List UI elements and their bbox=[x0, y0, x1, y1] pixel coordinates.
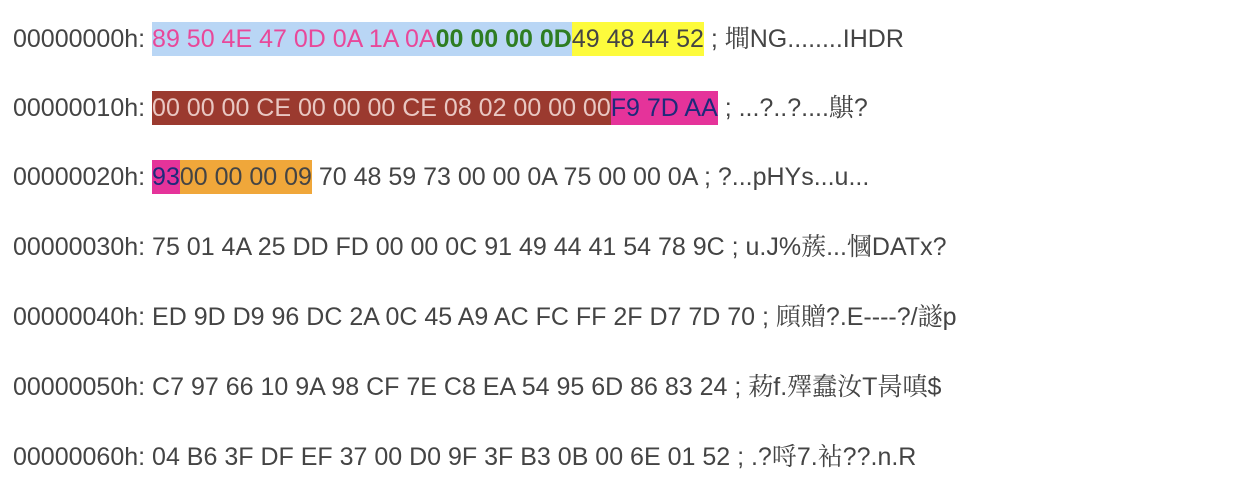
row-offset: 00000000h: bbox=[13, 25, 146, 53]
hex-row bbox=[13, 440, 916, 474]
hex-row bbox=[13, 230, 946, 264]
ihdr-crc-bytes-cont: 93 bbox=[152, 160, 180, 194]
ihdr-data-bytes: 00 00 00 CE 00 00 00 CE 08 02 00 00 00 bbox=[152, 91, 611, 125]
hex-row bbox=[13, 300, 957, 334]
hex-and-ascii: 75 01 4A 25 DD FD 00 00 0C 91 49 44 41 54 78 9C ; u.J%蔟...慖DATx? bbox=[152, 233, 947, 261]
hex-row bbox=[13, 22, 904, 56]
row-offset: 00000030h: bbox=[13, 233, 146, 261]
ihdr-length-bytes: 00 00 00 0D bbox=[436, 22, 572, 56]
hex-and-ascii: 04 B6 3F DF EF 37 00 D0 9F 3F B3 0B 00 6E 01 52 ; .?哷7.袩??.n.R bbox=[152, 443, 917, 471]
row-offset: 00000060h: bbox=[13, 443, 146, 471]
ihdr-crc-bytes: F9 7D AA bbox=[611, 91, 718, 125]
row-offset: 00000040h: bbox=[13, 303, 146, 331]
hex-and-ascii: ED 9D D9 96 DC 2A 0C 45 A9 AC FC FF 2F D7 7D 70 ; 頋贈?.E----?/譢p bbox=[152, 303, 957, 331]
ascii-column: ; 墹NG........IHDR bbox=[703, 25, 904, 53]
hex-row bbox=[13, 91, 868, 125]
row-offset: 00000020h: bbox=[13, 163, 146, 191]
row-offset: 00000050h: bbox=[13, 373, 146, 401]
hex-row bbox=[13, 370, 941, 404]
hex-and-ascii: 70 48 59 73 00 00 0A 75 00 00 0A ; ?...pHYs...u... bbox=[311, 163, 870, 191]
ihdr-type-bytes: 49 48 44 52 bbox=[572, 22, 704, 56]
row-offset: 00000010h: bbox=[13, 94, 146, 122]
png-signature-bytes: 89 50 4E 47 0D 0A 1A 0A bbox=[152, 22, 436, 56]
ascii-column: ; ...?..?....鶀? bbox=[717, 94, 868, 122]
next-chunk-length-bytes: 00 00 00 09 bbox=[180, 160, 312, 194]
hex-row bbox=[13, 160, 869, 194]
hex-and-ascii: C7 97 66 10 9A 98 CF 7E C8 EA 54 95 6D 86 83 24 ; 菞f.殬蠢汝T昺嗔$ bbox=[152, 373, 942, 401]
